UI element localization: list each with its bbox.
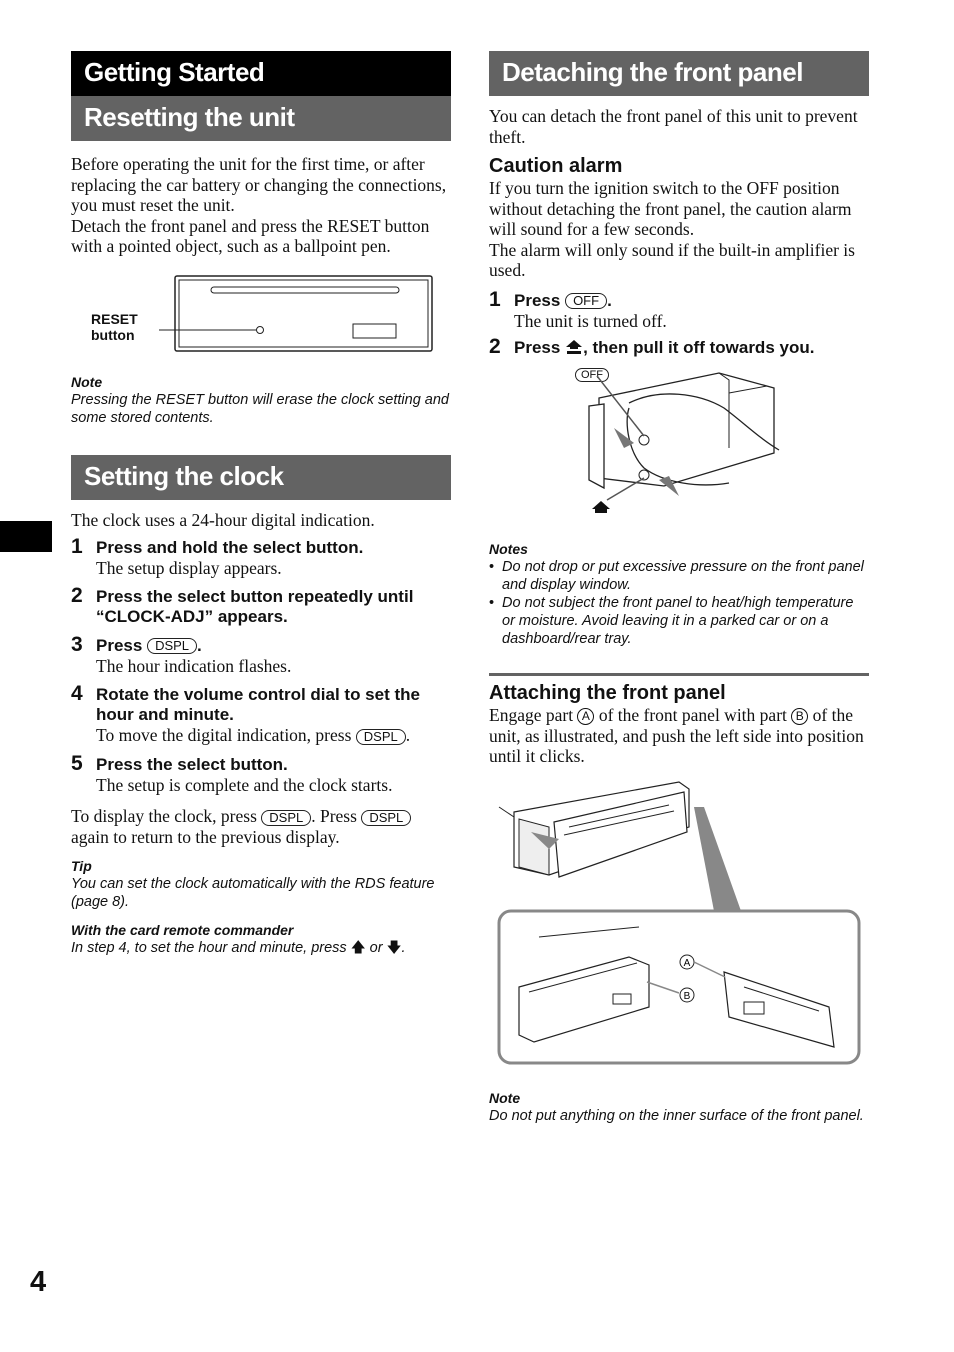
detach-illustration [489,368,869,548]
attach-divider [489,673,869,676]
step-1 [71,535,451,579]
reset-figure [71,275,451,365]
detach-notes-heading: Notes [489,541,528,557]
reset-body-2: Detach the front panel and press the RESET button with a pointed object, such as a ballpoint pen. [71,215,430,256]
detach-figure [489,368,869,548]
unit-reset-illustration [71,275,451,365]
step-desc: The setup is complete and the clock starts. [96,774,393,795]
dspl-key: DSPL [261,810,311,826]
dspl-key: DSPL [147,638,197,654]
tip-text: You can set the clock automatically with the RDS feature (page 8). [71,876,435,910]
arrow-down-icon: 🡇 [386,940,402,956]
step-number: 4 [71,682,83,705]
dspl-key: DSPL [356,729,406,745]
step-4 [71,682,451,746]
step-5 [71,751,451,796]
detach-note-item: • Do not subject the front panel to heat/high temperature or moisture. Avoid leaving it in a parked car or on a dashboard/rear tray. [489,594,869,648]
attach-illustration [489,777,869,1077]
detach-note-item: • Do not drop or put excessive pressure on the front panel and display window. [489,558,869,594]
step-3 [71,632,451,677]
step-number: 1 [489,287,501,311]
tip-heading: Tip [71,858,92,874]
step-title-prefix: Press [514,338,561,357]
attach-note-text: Do not put anything on the inner surface of the front panel. [489,1107,864,1124]
step-desc-prefix: To move the digital indication, press [96,725,352,745]
caution-heading: Caution alarm [489,155,623,177]
attach-note-heading: Note [489,1089,521,1106]
off-key: OFF [565,293,607,309]
step-title-suffix: . [607,290,612,310]
step-title-suffix: , then pull it off towards you. [583,338,815,357]
page-number: 4 [30,1266,47,1298]
step-desc-suffix: . [405,725,411,745]
detach-step-1 [489,287,869,332]
step-desc: The unit is turned off. [514,310,667,331]
detach-notes-list [489,558,869,648]
section-title: Getting Started [71,51,451,96]
reset-label-line1: RESET [91,310,138,327]
step-number: 1 [71,535,83,558]
detach-step-2 [489,335,869,358]
right-column [489,51,869,1125]
release-button-icon [565,339,583,355]
attach-text-3: of the unit, as illustrated, and push the left side into position until it clicks. [489,705,864,766]
step-title-suffix: . [197,635,202,655]
clock-intro: The clock uses a 24-hour digital indication. [71,509,375,530]
attach-title: Attaching the front panel [489,682,726,704]
arrow-up-icon: 🡅 [350,940,366,956]
left-column [71,51,451,957]
step-desc: The setup display appears. [96,558,282,578]
caution-text: If you turn the ignition switch to the OFF position without detaching the front panel, the caution alarm will sound for a few seconds. [489,178,852,239]
remote-text-1: In step 4, to set the hour and minute, press [71,940,347,956]
clock-title: Setting the clock [71,455,451,500]
part-a-marker: A [577,708,594,725]
step-number: 5 [71,751,83,775]
remote-heading: With the card remote commander [71,922,294,938]
section-tab-marker [0,521,52,552]
step-number: 2 [489,335,501,358]
attach-figure [489,777,869,1077]
step-desc: The hour indication flashes. [96,655,292,676]
caution-text-2: The alarm will only sound if the built-in amplifier is used. [489,239,855,280]
step-title: Rotate the volume control dial to set the hour and minute. [96,685,420,724]
detach-intro: You can detach the front panel of this unit to prevent theft. [489,106,858,147]
attach-text-1: Engage part [489,705,574,725]
step-number: 2 [71,583,83,607]
step-title: Press and hold the select button. [96,538,364,557]
display-text-2: . Press [311,806,357,826]
attach-text [489,705,869,767]
display-text-3: again to return to the previous display. [71,826,340,847]
remote-text-or: or [369,940,383,956]
display-text-1: To display the clock, press [71,806,257,826]
part-b-marker: B [791,708,808,725]
remote-text [71,939,451,957]
step-title: Press the select button. [96,754,288,774]
detach-title: Detaching the front panel [489,51,869,96]
reset-label-line2: button [91,326,135,343]
reset-body: Before operating the unit for the first time, or after replacing the car battery or changing the connections, you must reset the unit. [71,154,447,215]
clock-display-text [71,806,451,847]
dspl-key: DSPL [361,810,411,826]
off-key-label: OFF [575,368,609,382]
step-title-prefix: Press [96,635,143,655]
clock-steps [71,535,451,795]
step-title-prefix: Press [514,290,561,310]
figure-marker-b: B [683,990,691,1002]
figure-marker-a: A [683,957,691,969]
reset-title: Resetting the unit [71,96,451,141]
step-title: Press the select button repeatedly until “CLOCK-ADJ” appears. [96,586,414,626]
step-number: 3 [71,632,83,656]
attach-text-2: of the front panel with part [598,705,787,725]
reset-note-text: Pressing the RESET button will erase the clock setting and some stored contents. [71,391,449,426]
reset-note-heading: Note [71,373,103,390]
remote-text-end: . [401,940,406,956]
step-2 [71,583,451,627]
